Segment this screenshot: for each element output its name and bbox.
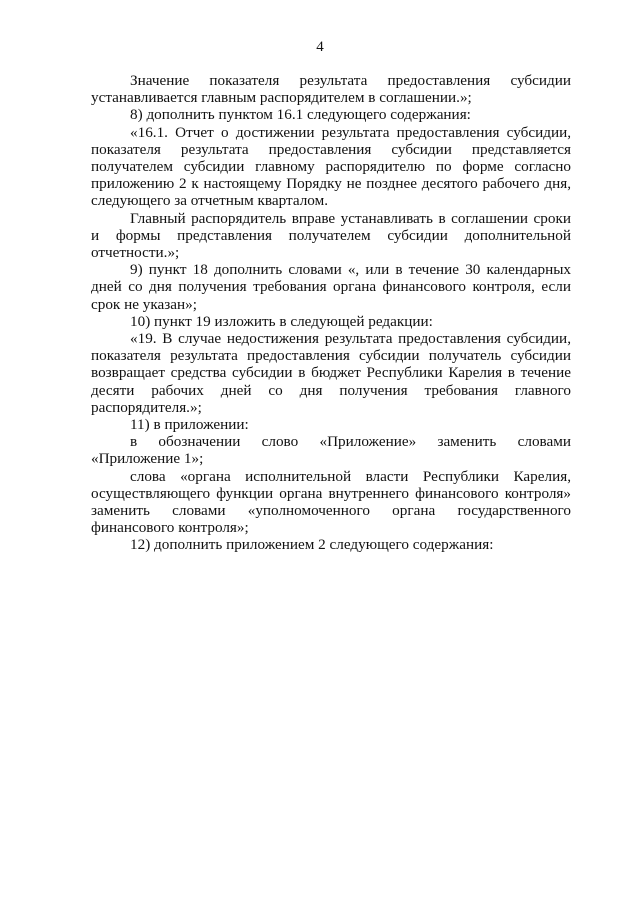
- paragraph-item-11: 11) в приложении:: [130, 416, 249, 434]
- paragraph-item-10: 10) пункт 19 изложить в следующей редакции:: [130, 312, 433, 330]
- paragraph-item-9: 9) пункт 18 дополнить словами «, или в течение 30 календарных дней со дня получения требования органа финансового контроля, если срок не указан»;: [91, 261, 571, 313]
- document-body: [91, 72, 571, 554]
- paragraph-item-8: 8) дополнить пунктом 16.1 следующего содержания:: [130, 106, 471, 124]
- page-number: 4: [316, 39, 324, 55]
- paragraph-main-administrator: Главный распорядитель вправе устанавливать в соглашении сроки и формы представления получателем субсидии дополнительной отчетности.»;: [91, 209, 571, 262]
- paragraph-designation-change: в обозначении слово «Приложение» заменить словами «Приложение 1»;: [91, 433, 571, 468]
- paragraph-indicator-value: Значение показателя результата предоставления субсидии устанавливается главным распорядителем в соглашении.»;: [91, 72, 571, 107]
- paragraph-clause-16-1: «16.1. Отчет о достижении результата предоставления субсидии, показателя результата предоставления субсидии представляется получателем субсидии главному распорядителю по форме согласно приложению 2 к настоящему Порядку не позднее десятого рабочего дня, следующего за отчетным кварталом.: [91, 123, 571, 210]
- paragraph-item-12: 12) дополнить приложением 2 следующего содержания:: [130, 536, 494, 554]
- paragraph-words-change: слова «органа исполнительной власти Республики Карелия, осуществляющего функции органа внутреннего финансового контроля» заменить словами «уполномоченного органа государственного финансового контроля»;: [91, 467, 571, 537]
- paragraph-clause-19: «19. В случае недостижения результата предоставления субсидии, показателя результата предоставления субсидии получатель субсидии возвращает средства субсидии в бюджет Республики Карелия в течение десяти рабочих дней со дня получения требования главного распорядителя.»;: [91, 330, 571, 416]
